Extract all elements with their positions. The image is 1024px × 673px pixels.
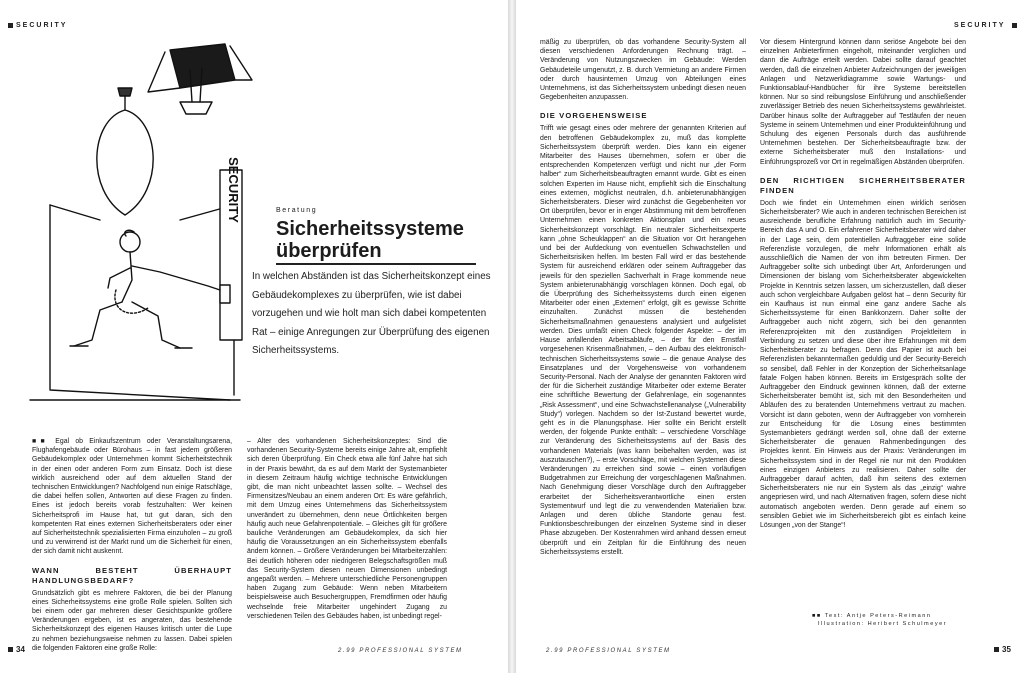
page-title (276, 218, 464, 262)
right-column-2 (760, 38, 966, 604)
kicker: Beratung (276, 207, 318, 214)
section-text: SECURITY (16, 22, 68, 29)
section-label-right (954, 22, 1020, 29)
section-text: SECURITY (954, 22, 1006, 29)
square-bullet-icon (8, 647, 13, 652)
article-credits (812, 612, 947, 628)
title-line-2: überprüfen (276, 240, 382, 262)
square-bullet-icon (1012, 23, 1017, 28)
title-rule (276, 263, 476, 265)
intro-paragraph: ■■ Egal ob Einkaufszentrum oder Veranstaltungsarena, Flughafengebäude oder Bürohaus – in fast jedem größeren Gebäudekomplex oder Unternehmen kommt Sicherheitstechnik in der einen oder anderen Form zum Einsatz. Doch ist diese wirklich ausreichend oder auf dem aktuellen Stand der technischen Entwicklungen? Nachfolgend nun einige Ratschläge, die dabei helfen sollen, Antworten auf diese Fragen zu finden. Eines ist jedoch bereits vorab festzuhalten: Wer keinen Sicherheitsprofi im Hause hat, tut gut daran, sich den kompetenten Rat eines externen Sicherheitsberaters oder einer auf Sicherheitstechnik spezialisierten Firma einzuholen – zu groß und zu verwirrend ist der Markt rund um die Sicherheit für einen, der sich damit nicht auskennt. (32, 438, 232, 556)
square-bullet-icon (994, 647, 999, 652)
footer-right: 2.99 PROFESSIONAL SYSTEM (546, 648, 671, 654)
factors-list: – Alter des vorhandenen Sicherheitskonzeptes: Sind die vorhandenen Security-Systeme bereits einige Jahre alt, empfiehlt sich deren Überprüfung. Ein Check etwa alle fünf Jahre hat sich in der Praxis bewährt, da es auf dem Markt der Systemanbieter in diesem Zeitraum häufig wichtige technische Entwicklungen gibt, die man nicht unbeachtet lassen sollte. – Wechsel des Firmensitzes/Neubau an einem anderen Ort: Es wäre gefährlich, mit dem Umzug eines Unternehmens das Sicherheitssystem unverändert zu übernehmen, denn neue Örtlichkeiten bergen häufig auch neue Gefahrenpotentiale. – Gleiches gilt für größere bauliche Veränderungen am Gebäudekomplex, da sich hier häufig die Voraussetzungen an ein Sicherheitssystem ebenfalls ändern können. – Größere Veränderungen bei Mitarbeiterzahlen: Bei deutlich höheren oder niedrigeren Belegschaftsgrößen muß das Security-System diesen neuen Dimensionen unbedingt angepaßt werden. – Mehrere unterschiedliche Personengruppen haben Zugang zum Gebäude: Wenn neben Mitarbeitern beispielsweise auch Besuchergruppen, Fremdfirmen oder häufig wechselnde freie Mitarbeiter ungehindert Zugang zu verschiedenen Teilen des Gebäudes haben, ist unbedingt regel- (247, 438, 447, 620)
page-number-text: 34 (16, 645, 25, 654)
left-column-2 (247, 437, 447, 645)
right-page (516, 0, 1024, 673)
illustration-sign-text: SECURITY (226, 157, 241, 223)
left-page (0, 0, 508, 673)
subheading-vorgehensweise: DIE VORGEHENSWEISE (540, 111, 648, 121)
title-line-1: Sicherheitssysteme (276, 218, 464, 240)
offers-paragraph: Vor diesem Hintergrund können dann seriöse Angebote bei den einzelnen Anbieterfirmen eingeholt, miteinander verglichen und dann die Aufträge erteilt werden. Dabei sollte darauf geachtet werden, daß die einzelnen Anbieter Aufzeichnungen der jeweiligen Anlagen und Netzwerkdiagramme sowie Wartungs- und Funktionsablauf-Handbücher für ihre Systeme bereitstellen können. Nur so sind reibungslose Einführung und anschließender zuverlässiger Betrieb des neuen Sicherheitssystems gewährleistet. Darüber hinaus sollte der Auftraggeber auf Testläufen der neuen Systeme in seinem Unternehmen und einer Produkteinführung und Schulung des eigenen Personals durch das ausführende Unternehmen bestehen. Der Sicherheitsbeauftragte bzw. der externe Sicherheitsberater muß den Installations- und Einführungsprozeß vor Ort in regelmäßigen Abständen überprüfen. (760, 39, 966, 166)
security-cartoon-illustration (30, 40, 254, 420)
page-number-left (8, 645, 25, 654)
footer-left: 2.99 PROFESSIONAL SYSTEM (338, 648, 463, 654)
page-gutter (508, 0, 516, 673)
procedure-paragraph: Trifft wie gesagt eines oder mehrere der genannten Kriterien auf den betroffenen Gebäudekomplex zu, muß das komplette Sicherheitssystem überprüft werden. Dies kann ein eigener Mitarbeiter des Hauses übernehmen, sofern er über die entsprechenden Kompetenzen verfügt und nicht nur „der Form halber“ zum Sicherheitsbeauftragten ernannt wurde. Gibt es einen solchen Experten im Hause nicht, empfiehlt sich die Einschaltung eines externen, möglichst neutralen, d.h. anbieterunabhängigen Sicherheitsberaters. Dieser wird zunächst die Gegebenheiten vor Ort überprüfen, bevor er in enger Abstimmung mit dem betroffenen Unternehmen einen konkreten Aktionsplan und ein neues Sicherheitskonzept vorschlägt. Ein neutraler Sicherheitsexperte kann „ohne Scheuklappen“ an die Situation vor Ort herangehen und bei der Aufdeckung von eventuellen Schwachstellen und Sicherheitsrisiken helfen. Im besten Fall wird er das bestehende System für ausreichend erklären oder seinem Auftraggeber das jeweils für den speziellen Sachverhalt in Frage kommende neue System anbieterunabhängig vorschlagen können. Doch egal, ob die Überprüfung des Sicherheitssystems durch einen eigenen Mitarbeiter oder einen „Externen“ erfolgt, gilt es gewisse Schritte einzuhalten. Zunächst müssen die bestehenden Sicherheitsmaßnahmen genauestens analysiert und aufgelistet werden. Dies umfaßt einen Check folgender Aspekte: – der im Hause anfallenden Arbeitsabläufe, – der für den Ernstfall vorgesehenen Krisenmaßnahmen, – den Aufbau des elektronisch-technischen Sicherheitssystems sowie – die genaue Analyse des Einsatzplanes und der Vorgehensweise von vorhandenem Security-Personal. Nach der Analyse der genannten Faktoren wird der für die Sicherheit zuständige Mitarbeiter oder externe Berater eine schriftliche Bewertung der Gefahrenlage, ein sogenanntes „Risk Assessment“, und eine Schwachstellenanalyse („Vulnerability Study“) vorlegen. Nachdem so der Ist-Zustand bewertet wurde, geht es in die Planungsphase. Hier sollte ein Bericht erstellt werden, der folgende Punkte enthält: – verschiedene Vorschläge zur Veränderung des Sicherheitssystems auf der Basis des vorhandenen Materials (was kann beibehalten werden, was ist auszutauschen?), – erste Vorschläge, mit welchen Systemen diese Veränderungen zu erreichen sind sowie – einen vorläufigen Budgetrahmen zur Erreichung der vorgeschlagenen Maßnahmen. Nach Genehmigung dieser Vorschläge durch den Auftraggeber erarbeitet der Sicherheitsverantwortliche einen ersten Systementwurf und legt die zu verwendenden Materialien bzw. Anlagen und deren übliche Standorte genau fest. Funktionsbeschreibungen der einzelnen Systeme sind in dieser Phase abzugeben. Der Kostenrahmen wird anhand dessen erneut überprüft und ein Zeitplan für die Einführung des neuen Sicherheitssystems erstellt. (540, 125, 746, 556)
left-column-1 (32, 437, 232, 652)
credits-text-author: ■■ Text: Antje Peters-Reimann (812, 613, 932, 619)
subheading-sicherheitsberater: DEN RICHTIGEN SICHERHEITSBERATER FINDEN (760, 175, 966, 195)
page-number-text: 35 (1002, 645, 1011, 654)
continued-paragraph: mäßig zu überprüfen, ob das vorhandene Security-System all diesen verschiedenen Anforderungen Rechnung trägt. – Veränderung von Nutzungszwecken im Gebäude: Werden Gebäudeteile umgenutzt, z. B. durch Vermietung an andere Firmen oder durch hausinternen Umzug von Abteilungen eines Unternehmens, ist das Sicherheitssystem unbedingt diesen neuen Gegebenheiten anzupassen. (540, 39, 746, 102)
section-label-left (8, 22, 67, 29)
subheading-handlungsbedarf: WANN BESTEHT ÜBERHAUPT HANDLUNGSBEDARF? (32, 565, 232, 585)
credits-illustration: Illustration: Heribert Schulmeyer (818, 621, 948, 627)
lead-paragraph: In welchen Abständen ist das Sicherheitskonzept eines Gebäudekomplexes zu überprüfen, wie ist dabei vorzugehen und wie holt man sich dabei kompetenten Rat – einige Anregungen zur Überprüfung des eigenen Sicherheitssystems. (252, 271, 491, 356)
page-number-right (994, 645, 1011, 654)
advisor-paragraph: Doch wie findet ein Unternehmen einen wirklich seriösen Sicherheitsberater? Wie auch in anderen technischen Bereichen ist ausreichende berufliche Erfahrung natürlich auch im Security-Bereich das A und O. Ein erfahrener Sicherheitsberater wird daher in der Lage sein, dem potentiellen Auftraggeber eine solide Referenzliste vorzulegen, die mehr Informationen erhält als ausschließlich die Namen der von ihm betreuten Firmen. Der Auftraggeber sollte sich unbedingt über Art, Anforderungen und Dimensionen der bislang vom Sicherheitsberater abgewickelten Projekte in Kenntnis setzen lassen, um sicherzustellen, daß dieser auch schon vergleichbare Aufgaben gelöst hat – denn Security für ein Kaufhaus ist nun einmal eine ganz andere Sache als Sicherheitssysteme für einen Bankkonzern. Daher sollte der Auftraggeber auch nicht zögern, sich bei den genannten Referenzprojekten mit den zuständigen Projektleitern in Verbindung zu setzen und diese über ihre Erfahrungen mit dem Sicherheitsberater zu befragen. Denn das Papier ist auch bei Referenzlisten bekanntermaßen geduldig und der Security-Bereich so sensibel, daß Fehler in der Konzeption der Sicherheitsanlage fatale Folgen haben können. Bereits im Erstgespräch sollte der Auftraggeber den Eindruck gewinnen können, daß der externe Sicherheitsberater bemüht ist, sich mit den Besonderheiten und Abläufen des zu beratenden Unternehmens vertraut zu machen. Vorsicht ist dann geboten, wenn der Auftraggeber von vornherein zur Entscheidung für die Lösung eines bestimmten Systemanbieters gedrängt werden soll, ohne daß der externe Sicherheitsberater die genauen Rahmenbedingungen des Projektes kennt. Ein Hinweis aus der Praxis: Veränderungen im Sicherheitssystem sind in der Regel nie nur mit den Produkten eines einzigen Anbieters zu realisieren. Daher sollte der Auftraggeber darauf achten, daß ihm seitens des externen Sicherheitsberaters nie nur ein System als das „einzig“ wahre angepriesen wird, und nach Alternativen fragen, sofern diese nicht automatisch angeboten werden. Denn gerade auf einem so sensiblen Gebiet wie im Sicherheitsbereich gibt es einfach keine Lösungen „von der Stange“! (760, 199, 966, 529)
right-column-1 (540, 38, 746, 640)
body-paragraph: Grundsätzlich gibt es mehrere Faktoren, die bei der Planung eines Sicherheitssystems eine große Rolle spielen. Sollten sich bei einem oder gar mehreren dieser Gesichtspunkte größere Veränderungen ergeben, ist es angeraten, das bestehende Sicherheitskonzept des eigenen Hauses kritisch unter die Lupe zu nehmen beziehungsweise nehmen zu lassen. Dabei spielen die folgenden Faktoren eine große Rolle: (32, 589, 232, 652)
square-bullet-icon (8, 23, 13, 28)
